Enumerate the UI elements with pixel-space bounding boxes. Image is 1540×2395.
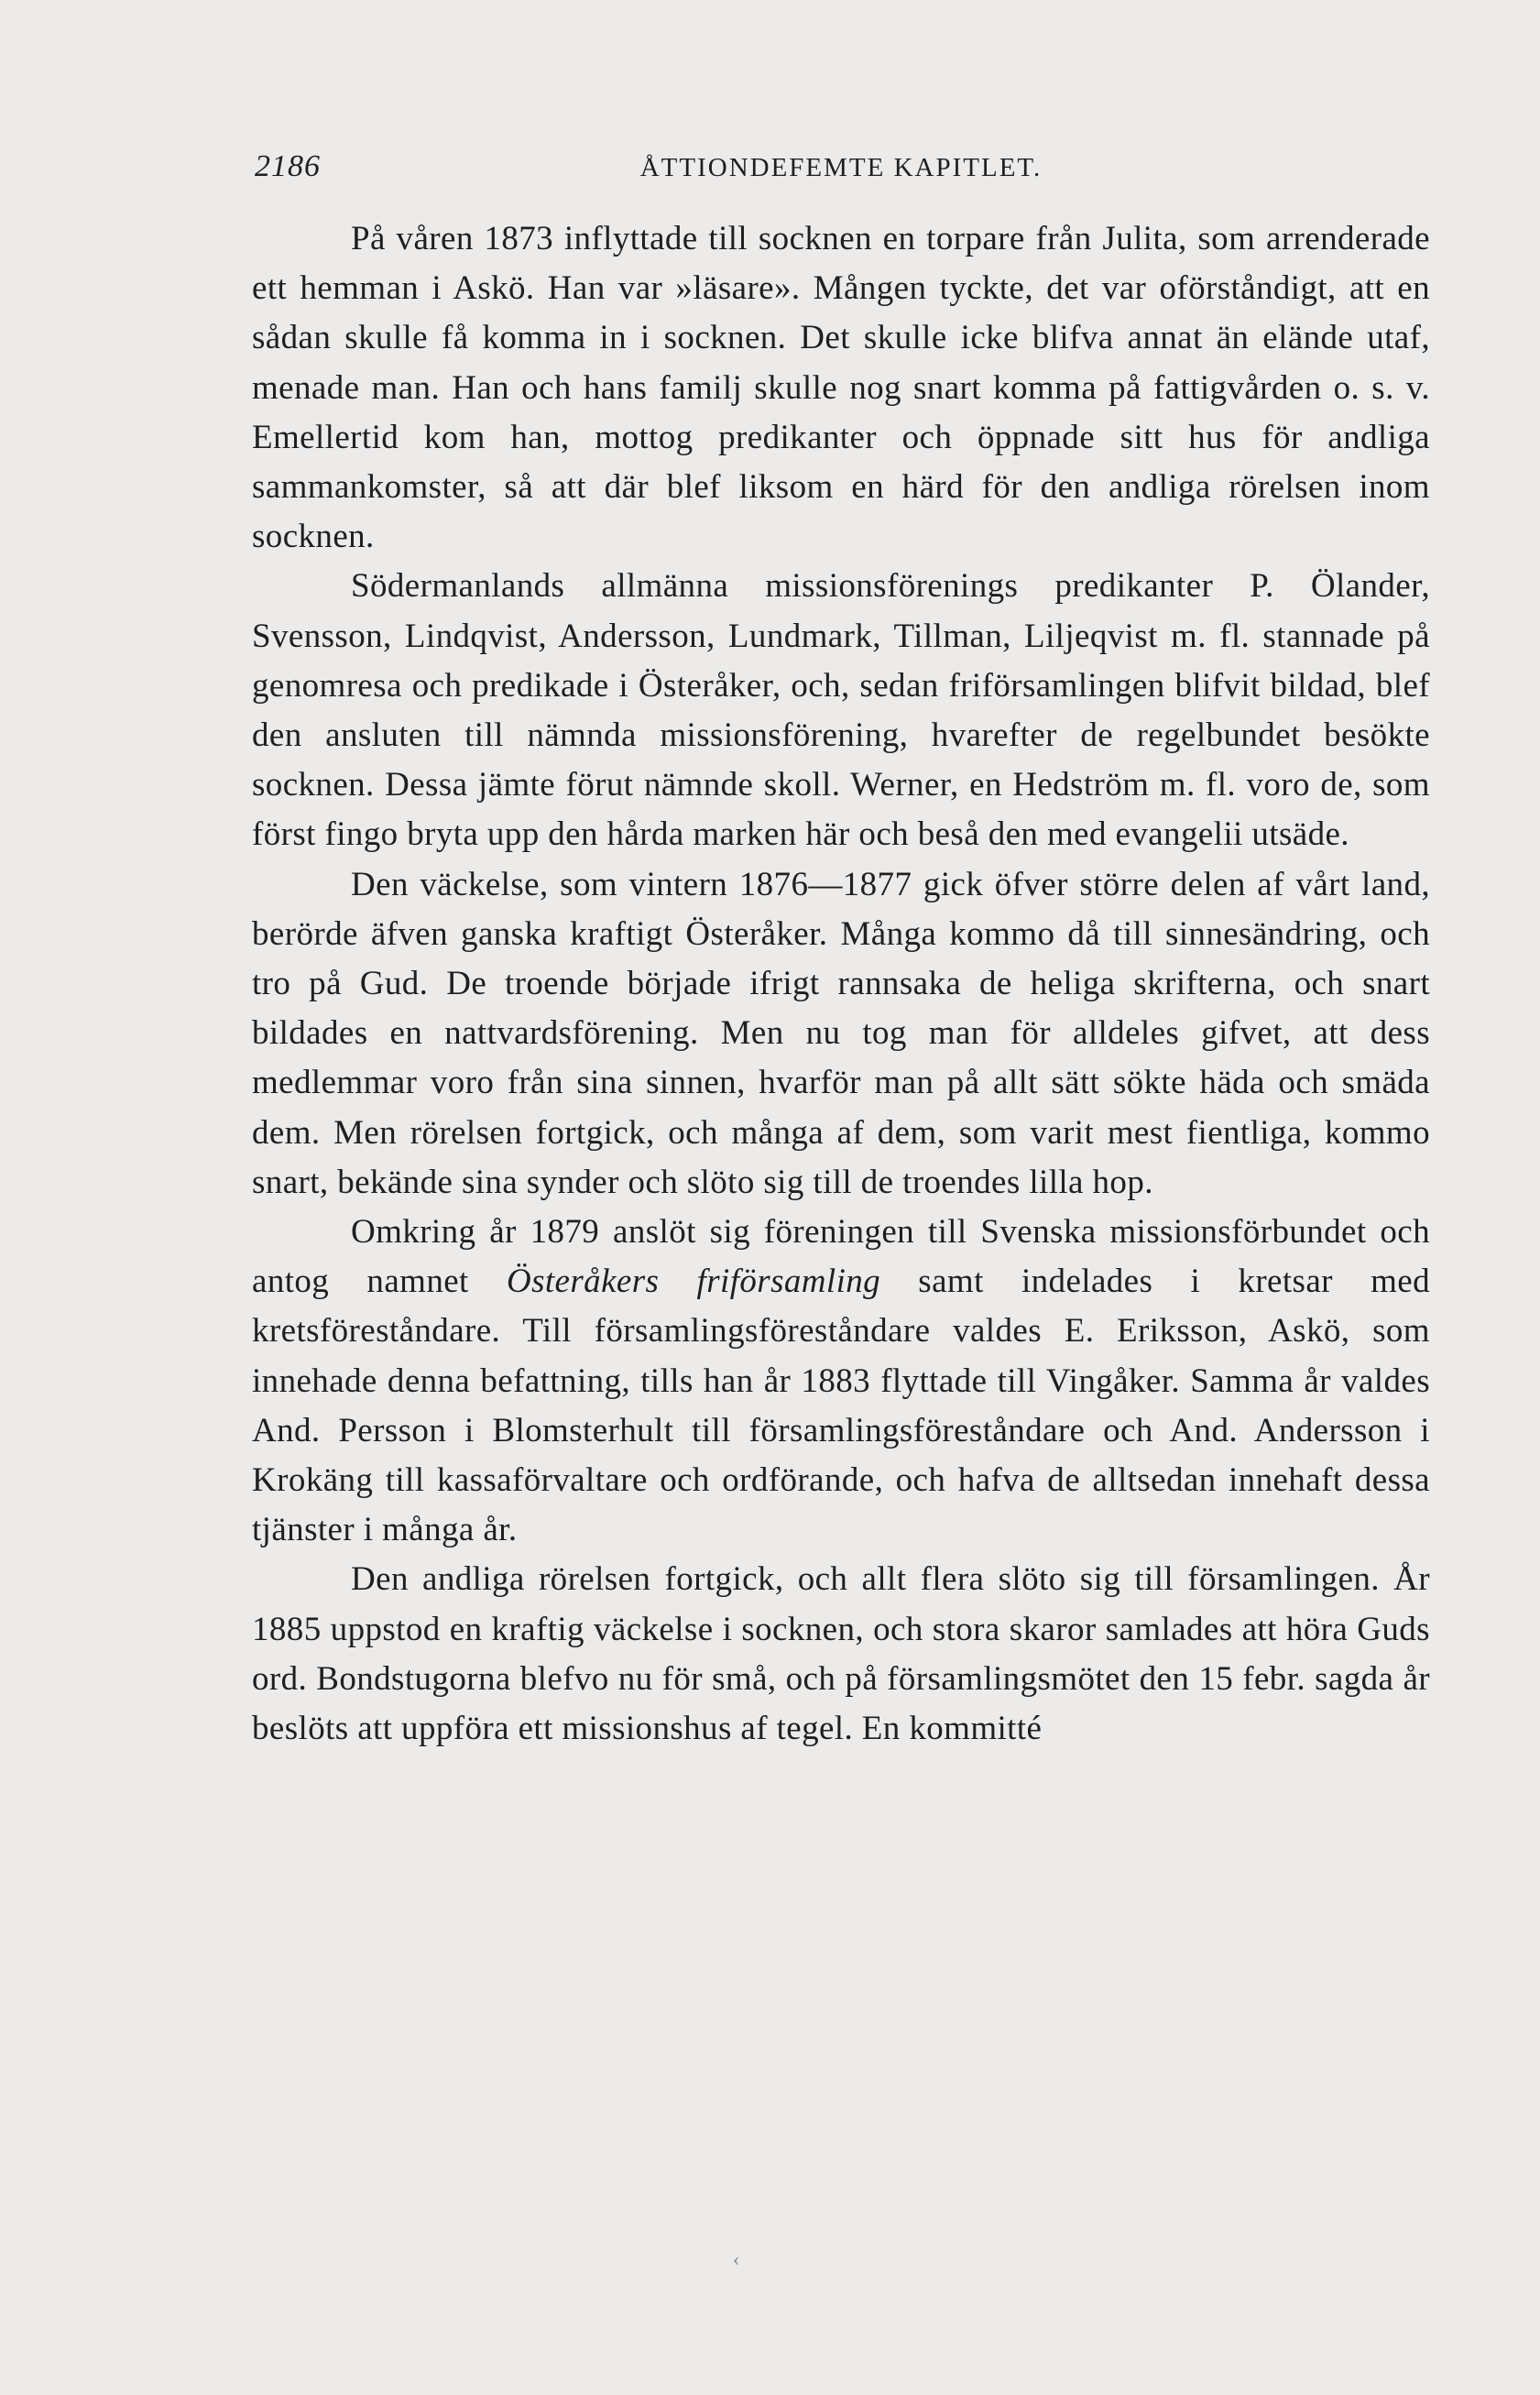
body-text [252, 214, 1430, 1754]
paragraph: Södermanlands allmänna missionsförenings predikanter P. Ölander, Svensson, Lindqvist, Andersson, Lundmark, Tillman, Liljeqvist m. fl. stannade på genomresa och predikade i Österåker, och, sedan friförsamlingen blifvit bildad, blef den ansluten till nämnda missionsförening, hvarefter de regelbundet besökte socknen. Dessa jämte förut nämnde skoll. Werner, en Hedström m. fl. voro de, som först fingo bryta upp den hårda marken här och beså den med evangelii utsäde. [252, 567, 1430, 854]
running-title: ÅTTIONDEFEMTE KAPITLET. [639, 153, 1043, 182]
paragraph-text: Omkring år 1879 anslöt sig föreningen till Svenska missionsförbundet och antog namnet [252, 1213, 1430, 1301]
page-number: 2186 [255, 149, 321, 183]
paragraph: Den andliga rörelsen fortgick, och allt flera slöto sig till församlingen. År 1885 uppstod en kraftig väckelse i socknen, och stora skaror samlades att höra Guds ord. Bondstugorna blefvo nu för små, och på församlingsmötet den 15 febr. sagda år beslöts att uppföra ett missionshus af tegel. En kommitté [252, 1560, 1430, 1748]
paragraph: På våren 1873 inflyttade till socknen en torpare från Julita, som arrenderade ett hemman i Askö. Han var »läsare». Mången tyckte, det var oförståndigt, att en sådan skulle få komma in i socknen. Det skulle icke blifva annat än elände utaf, menade man. Han och hans familj skulle nog snart komma på fattigvården o. s. v. Emellertid kom han, mottog predikanter och öppnade sitt hus för andliga sammankomster, så att där blef liksom en härd för den andliga rörelsen inom socknen. [252, 220, 1430, 556]
paragraph-text: samt indelades i kretsar med kretsföreståndare. Till församlingsföreståndare valdes E. Eriksson, Askö, som innehade denna befattning, tills han år 1883 flyttade till Vingåker. Samma år valdes And. Persson i Blomsterhult till församlingsföreståndare och And. Andersson i Krokäng till kassaförvaltare och ordförande, och hafva de alltsedan innehaft dessa tjänster i många år. [252, 1263, 1431, 1549]
paragraph [252, 1208, 1430, 1555]
page-header [255, 149, 1427, 195]
footer-mark: ‹ [733, 2247, 740, 2270]
paragraph: Den väckelse, som vintern 1876—1877 gick öfver större delen af vårt land, berörde äfven ganska kraftigt Österåker. Många kommo då till sinnesändring, och tro på Gud. De troende började ifrigt rannsaka de heliga skrifterna, och snart bildades en nattvardsförening. Men nu tog man för alldeles gifvet, att dess medlemmar voro från sina sinnen, hvarför man på allt sätt sökte häda och smäda dem. Men rörelsen fortgick, och många af dem, som varit mest fientliga, kommo snart, bekände sina synder och slöto sig till de troendes lilla hop. [252, 865, 1430, 1201]
congregation-name: Österåkers friförsamling [506, 1263, 881, 1301]
